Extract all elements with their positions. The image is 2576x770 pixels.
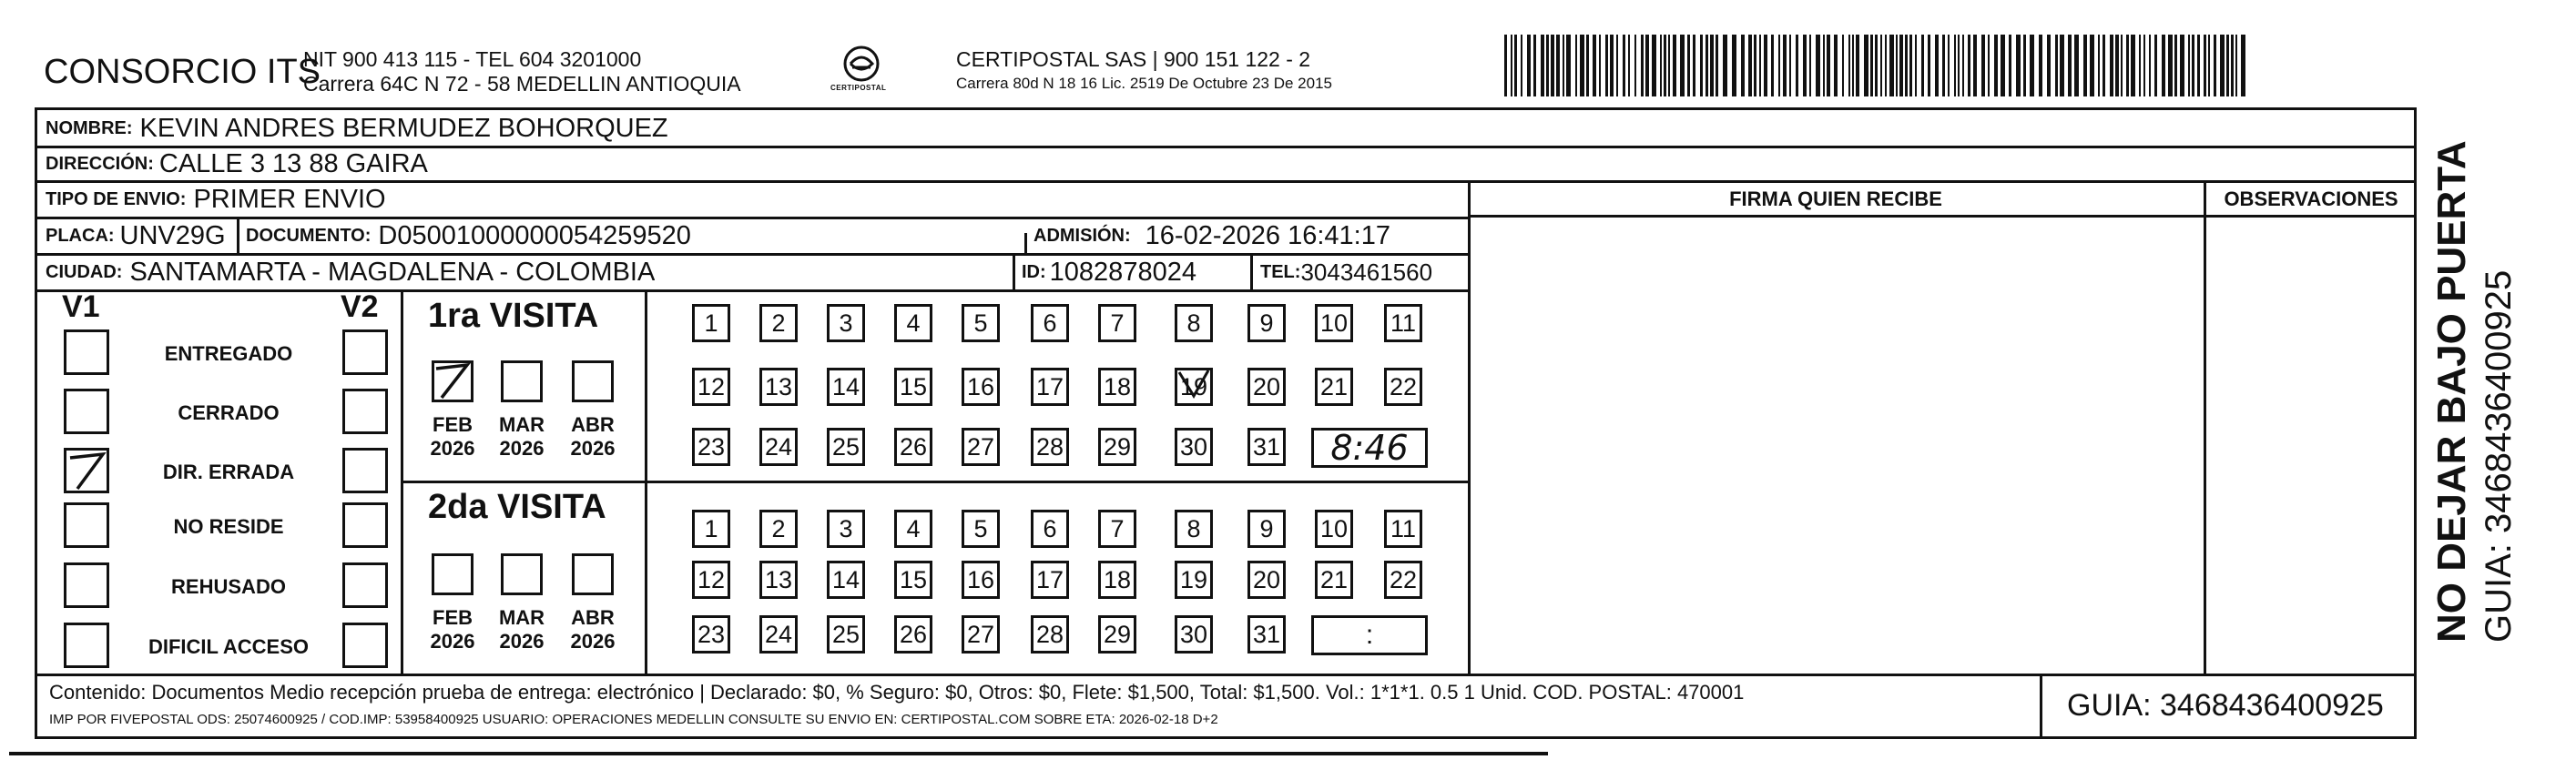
status-label: CERRADO bbox=[178, 401, 280, 424]
status-label: DIFICIL ACCESO bbox=[148, 635, 309, 658]
send-type-label: TIPO DE ENVIO: bbox=[46, 188, 187, 209]
status-label: REHUSADO bbox=[171, 575, 286, 598]
second-visit-title: 2da VISITA bbox=[428, 488, 606, 526]
second-visit-day-box[interactable] bbox=[1098, 561, 1136, 599]
second-visit-day-box[interactable] bbox=[962, 615, 1000, 653]
city-value: SANTAMARTA - MAGDALENA - COLOMBIA bbox=[129, 257, 656, 287]
second-visit-day-box[interactable] bbox=[1175, 615, 1213, 653]
second-visit-month-box[interactable] bbox=[572, 553, 614, 595]
day-number: 6 bbox=[1043, 309, 1057, 337]
second-visit-day-box[interactable] bbox=[827, 615, 865, 653]
plate-cell bbox=[46, 218, 226, 253]
barcode-icon bbox=[1504, 35, 2251, 96]
day-number: 13 bbox=[764, 372, 793, 400]
first-visit-day-box[interactable] bbox=[692, 368, 730, 406]
month-year: 2026 bbox=[499, 630, 545, 653]
first-visit-time-box[interactable] bbox=[1311, 428, 1428, 468]
v2-checkbox[interactable] bbox=[342, 623, 388, 668]
second-visit-day-box[interactable] bbox=[759, 561, 798, 599]
day-number: 4 bbox=[906, 309, 921, 337]
day-number: 17 bbox=[1035, 372, 1064, 400]
second-visit-day-box[interactable] bbox=[1315, 561, 1353, 599]
month-year: 2026 bbox=[499, 437, 545, 460]
month-year: 2026 bbox=[570, 437, 616, 460]
second-visit-day-box[interactable] bbox=[1247, 615, 1286, 653]
address-row bbox=[46, 147, 428, 181]
day-number: 3 bbox=[839, 309, 853, 337]
first-visit-day-box[interactable] bbox=[1247, 428, 1286, 466]
first-visit-day-box[interactable] bbox=[894, 304, 932, 342]
month-name: ABR bbox=[571, 606, 615, 629]
day-number: 2 bbox=[771, 514, 786, 542]
day-number: 26 bbox=[899, 620, 928, 648]
second-visit-day-box[interactable] bbox=[1315, 510, 1353, 548]
second-visit-month-label bbox=[490, 606, 554, 653]
first-visit-day-box[interactable] bbox=[1031, 428, 1069, 466]
carrier-name: CERTIPOSTAL SAS | 900 151 122 - 2 bbox=[956, 47, 1311, 71]
v1-checkbox[interactable] bbox=[64, 329, 109, 375]
carrier-address: Carrera 80d N 18 16 Lic. 2519 De Octubre 23 De 2015 bbox=[956, 75, 1332, 92]
day-number: 1 bbox=[704, 309, 718, 337]
first-visit-day-box[interactable] bbox=[1031, 304, 1069, 342]
status-label: DIR. ERRADA bbox=[162, 461, 295, 483]
day-number: 20 bbox=[1252, 372, 1281, 400]
month-name: FEB bbox=[433, 606, 473, 629]
day-number: 16 bbox=[966, 565, 995, 593]
day-number: 20 bbox=[1252, 565, 1281, 593]
id-value: 1082878024 bbox=[1049, 257, 1196, 287]
second-visit-day-box[interactable] bbox=[894, 561, 932, 599]
day-number: 23 bbox=[697, 432, 726, 461]
second-visit-day-box[interactable] bbox=[962, 510, 1000, 548]
first-visit-month-box[interactable] bbox=[501, 360, 543, 402]
day-number: 22 bbox=[1389, 565, 1418, 593]
second-visit-day-box[interactable] bbox=[1175, 561, 1213, 599]
visit-time: : bbox=[1365, 620, 1374, 650]
day-number: 12 bbox=[697, 372, 726, 400]
side-vertical bbox=[2422, 137, 2568, 646]
first-visit-day-box[interactable] bbox=[1175, 428, 1213, 466]
v1-checkbox[interactable] bbox=[64, 623, 109, 668]
second-visit-day-box[interactable] bbox=[827, 561, 865, 599]
day-number: 29 bbox=[1103, 432, 1132, 461]
admission-value: 16-02-2026 16:41:17 bbox=[1145, 220, 1390, 250]
day-number: 18 bbox=[1103, 372, 1132, 400]
first-visit-day-box[interactable] bbox=[827, 428, 865, 466]
month-name: MAR bbox=[498, 606, 545, 629]
day-number: 9 bbox=[1259, 309, 1274, 337]
day-number: 30 bbox=[1179, 432, 1208, 461]
plate-label: PLACA: bbox=[46, 225, 115, 246]
day-number: 22 bbox=[1389, 372, 1418, 400]
first-visit-day-box[interactable] bbox=[759, 304, 798, 342]
second-visit-day-box[interactable] bbox=[692, 615, 730, 653]
day-number: 11 bbox=[1390, 309, 1417, 337]
send-type-row bbox=[46, 182, 386, 217]
day-number: 24 bbox=[764, 432, 793, 461]
side-notice: NO DEJAR BAJO PUERTA bbox=[2429, 140, 2474, 643]
first-visit-day-box[interactable] bbox=[759, 368, 798, 406]
second-visit-month-label bbox=[561, 606, 625, 653]
handwritten-mark-icon bbox=[434, 363, 471, 400]
document-cell bbox=[246, 218, 691, 253]
day-number: 31 bbox=[1252, 620, 1281, 648]
second-visit-day-box[interactable] bbox=[894, 510, 932, 548]
day-number: 18 bbox=[1103, 565, 1132, 593]
month-year: 2026 bbox=[430, 437, 475, 460]
v1-checkbox[interactable] bbox=[64, 448, 109, 493]
second-visit-day-box[interactable] bbox=[759, 510, 798, 548]
second-visit-day-box[interactable] bbox=[1247, 510, 1286, 548]
day-number: 17 bbox=[1035, 565, 1064, 593]
second-visit-day-box[interactable] bbox=[1031, 615, 1069, 653]
day-number: 13 bbox=[764, 565, 793, 593]
side-guide: GUIA: 3468436400925 bbox=[2479, 269, 2519, 643]
day-number: 15 bbox=[899, 565, 928, 593]
first-visit-month-box[interactable] bbox=[432, 360, 473, 402]
carrier-logo bbox=[827, 42, 896, 100]
day-number: 6 bbox=[1043, 514, 1057, 542]
city-cell bbox=[46, 255, 655, 289]
second-visit-day-box[interactable] bbox=[962, 561, 1000, 599]
recipient-name: KEVIN ANDRES BERMUDEZ BOHORQUEZ bbox=[139, 113, 668, 143]
first-visit-day-box[interactable] bbox=[894, 368, 932, 406]
first-visit-day-box[interactable] bbox=[962, 304, 1000, 342]
first-visit-day-box[interactable] bbox=[1175, 368, 1213, 406]
first-visit-day-box[interactable] bbox=[1384, 304, 1422, 342]
first-visit-day-box[interactable] bbox=[1315, 368, 1353, 406]
document-value: D05001000000054259520 bbox=[378, 220, 691, 250]
day-number: 3 bbox=[839, 514, 853, 542]
day-number: 21 bbox=[1319, 372, 1349, 400]
month-name: ABR bbox=[571, 413, 615, 436]
second-visit-day-box[interactable] bbox=[692, 561, 730, 599]
first-visit-day-box[interactable] bbox=[1031, 368, 1069, 406]
second-visit-day-box[interactable] bbox=[692, 510, 730, 548]
document-label: DOCUMENTO: bbox=[246, 225, 372, 246]
tel-label: TEL: bbox=[1260, 261, 1301, 282]
second-visit-day-box[interactable] bbox=[827, 510, 865, 548]
company-name: CONSORCIO ITS bbox=[44, 53, 321, 91]
v2-checkbox[interactable] bbox=[342, 502, 388, 548]
month-name: MAR bbox=[498, 413, 545, 436]
day-number: 2 bbox=[771, 309, 786, 337]
second-visit-day-box[interactable] bbox=[1098, 615, 1136, 653]
day-number: 19 bbox=[1179, 565, 1208, 593]
day-number: 28 bbox=[1035, 432, 1064, 461]
first-visit-day-box[interactable] bbox=[1098, 304, 1136, 342]
day-number: 19 bbox=[1179, 372, 1208, 400]
observations-header: OBSERVACIONES bbox=[2224, 187, 2398, 210]
first-visit-day-box[interactable] bbox=[1175, 304, 1213, 342]
day-number: 29 bbox=[1103, 620, 1132, 648]
plate-value: UNV29G bbox=[119, 220, 226, 250]
first-visit-title: 1ra VISITA bbox=[428, 297, 599, 335]
day-number: 23 bbox=[697, 620, 726, 648]
visit-time: 8:46 bbox=[1330, 428, 1409, 468]
second-visit-time-box[interactable] bbox=[1311, 615, 1428, 655]
admission-label: ADMISIÓN: bbox=[1033, 225, 1131, 246]
day-number: 10 bbox=[1319, 514, 1349, 542]
day-number: 8 bbox=[1186, 514, 1201, 542]
address-label: DIRECCIÓN: bbox=[46, 153, 154, 174]
day-number: 4 bbox=[906, 514, 921, 542]
first-visit-month-label bbox=[561, 413, 625, 461]
first-visit-month-box[interactable] bbox=[572, 360, 614, 402]
day-number: 1 bbox=[704, 514, 718, 542]
name-label: NOMBRE: bbox=[46, 117, 133, 138]
day-number: 5 bbox=[973, 309, 988, 337]
admission-cell bbox=[1033, 218, 1390, 253]
first-visit-day-box[interactable] bbox=[1247, 304, 1286, 342]
v1-label: V1 bbox=[62, 289, 100, 324]
day-number: 21 bbox=[1319, 565, 1349, 593]
first-visit-day-box[interactable] bbox=[692, 428, 730, 466]
first-visit-month-label bbox=[490, 413, 554, 461]
second-visit-day-box[interactable] bbox=[1031, 561, 1069, 599]
carrier-logo-text: CERTIPOSTAL bbox=[830, 84, 887, 92]
first-visit-month-label bbox=[421, 413, 484, 461]
second-visit-day-box[interactable] bbox=[1247, 561, 1286, 599]
day-number: 25 bbox=[831, 620, 860, 648]
status-label: NO RESIDE bbox=[173, 515, 284, 538]
first-visit-day-box[interactable] bbox=[1315, 304, 1353, 342]
v1-checkbox[interactable] bbox=[64, 562, 109, 608]
second-visit-day-box[interactable] bbox=[1175, 510, 1213, 548]
second-visit-month-box[interactable] bbox=[501, 553, 543, 595]
day-number: 7 bbox=[1110, 514, 1125, 542]
second-visit-day-box[interactable] bbox=[1098, 510, 1136, 548]
day-number: 15 bbox=[899, 372, 928, 400]
company-nit: NIT 900 413 115 - TEL 604 3201000 bbox=[303, 47, 642, 71]
first-visit-day-box[interactable] bbox=[962, 428, 1000, 466]
first-visit-day-box[interactable] bbox=[962, 368, 1000, 406]
first-visit-day-box[interactable] bbox=[894, 428, 932, 466]
day-number: 30 bbox=[1179, 620, 1208, 648]
first-visit-day-box[interactable] bbox=[827, 368, 865, 406]
company-address: Carrera 64C N 72 - 58 MEDELLIN ANTIOQUIA bbox=[303, 72, 741, 96]
v2-checkbox[interactable] bbox=[342, 562, 388, 608]
content-line: Contenido: Documentos Medio recepción prueba de entrega: electrónico | Declarado: $0, % Seguro: $0, Otros: $0, Flete: $1,500, Total: $1,500. Vol.: 1*1*1. 0.5 1 Unid. COD. POSTAL: 470001 bbox=[49, 681, 1745, 704]
day-number: 28 bbox=[1035, 620, 1064, 648]
day-number: 8 bbox=[1186, 309, 1201, 337]
month-year: 2026 bbox=[430, 630, 475, 653]
day-number: 10 bbox=[1319, 309, 1349, 337]
day-number: 25 bbox=[831, 432, 860, 461]
tel-value: 3043461560 bbox=[1300, 258, 1433, 286]
first-visit-day-box[interactable] bbox=[1098, 368, 1136, 406]
second-visit-month-box[interactable] bbox=[432, 553, 473, 595]
first-visit-day-box[interactable] bbox=[1247, 368, 1286, 406]
barcode bbox=[1504, 35, 2251, 96]
day-number: 27 bbox=[966, 432, 995, 461]
second-visit-day-box[interactable] bbox=[894, 615, 932, 653]
day-number: 26 bbox=[899, 432, 928, 461]
second-visit-day-box[interactable] bbox=[1384, 510, 1422, 548]
status-label: ENTREGADO bbox=[164, 342, 293, 365]
first-visit-day-box[interactable] bbox=[692, 304, 730, 342]
print-info-line: IMP POR FIVEPOSTAL ODS: 25074600925 / COD.IMP: 53958400925 USUARIO: OPERACIONES MEDELLIN CONSULTE SU ENVIO EN: CERTIPOSTAL.COM SOBRE ETA: 2026-02-18 D+2 bbox=[49, 712, 1218, 727]
day-number: 16 bbox=[966, 372, 995, 400]
second-visit-month-label bbox=[421, 606, 484, 653]
day-number: 14 bbox=[831, 372, 860, 400]
second-visit-day-box[interactable] bbox=[1384, 561, 1422, 599]
name-row bbox=[46, 110, 668, 147]
day-number: 11 bbox=[1390, 514, 1417, 542]
first-visit-day-box[interactable] bbox=[1098, 428, 1136, 466]
id-label: ID: bbox=[1022, 261, 1046, 282]
month-year: 2026 bbox=[570, 630, 616, 653]
day-number: 5 bbox=[973, 514, 988, 542]
day-number: 27 bbox=[966, 620, 995, 648]
handwritten-mark-icon bbox=[66, 451, 107, 491]
v1-checkbox[interactable] bbox=[64, 502, 109, 548]
id-cell bbox=[1022, 255, 1196, 289]
v2-checkbox[interactable] bbox=[342, 329, 388, 375]
city-label: CIUDAD: bbox=[46, 261, 123, 282]
day-number: 14 bbox=[831, 565, 860, 593]
first-visit-day-box[interactable] bbox=[827, 304, 865, 342]
second-visit-day-box[interactable] bbox=[759, 615, 798, 653]
day-number: 12 bbox=[697, 565, 726, 593]
first-visit-day-box[interactable] bbox=[759, 428, 798, 466]
second-visit-day-box[interactable] bbox=[1031, 510, 1069, 548]
v1-checkbox[interactable] bbox=[64, 389, 109, 434]
day-number: 24 bbox=[764, 620, 793, 648]
v2-checkbox[interactable] bbox=[342, 448, 388, 493]
month-name: FEB bbox=[433, 413, 473, 436]
signature-header: FIRMA QUIEN RECIBE bbox=[1729, 187, 1942, 210]
day-number: 31 bbox=[1252, 432, 1281, 461]
footer-guide: GUIA: 3468436400925 bbox=[2067, 688, 2384, 723]
first-visit-day-box[interactable] bbox=[1384, 368, 1422, 406]
tel-cell bbox=[1260, 255, 1432, 289]
handwritten-mark-icon bbox=[1176, 367, 1214, 405]
send-type-value: PRIMER ENVIO bbox=[193, 184, 386, 214]
v2-checkbox[interactable] bbox=[342, 389, 388, 434]
day-number: 7 bbox=[1110, 309, 1125, 337]
v2-label: V2 bbox=[341, 289, 379, 324]
day-number: 9 bbox=[1259, 514, 1274, 542]
recipient-address: CALLE 3 13 88 GAIRA bbox=[158, 148, 428, 178]
